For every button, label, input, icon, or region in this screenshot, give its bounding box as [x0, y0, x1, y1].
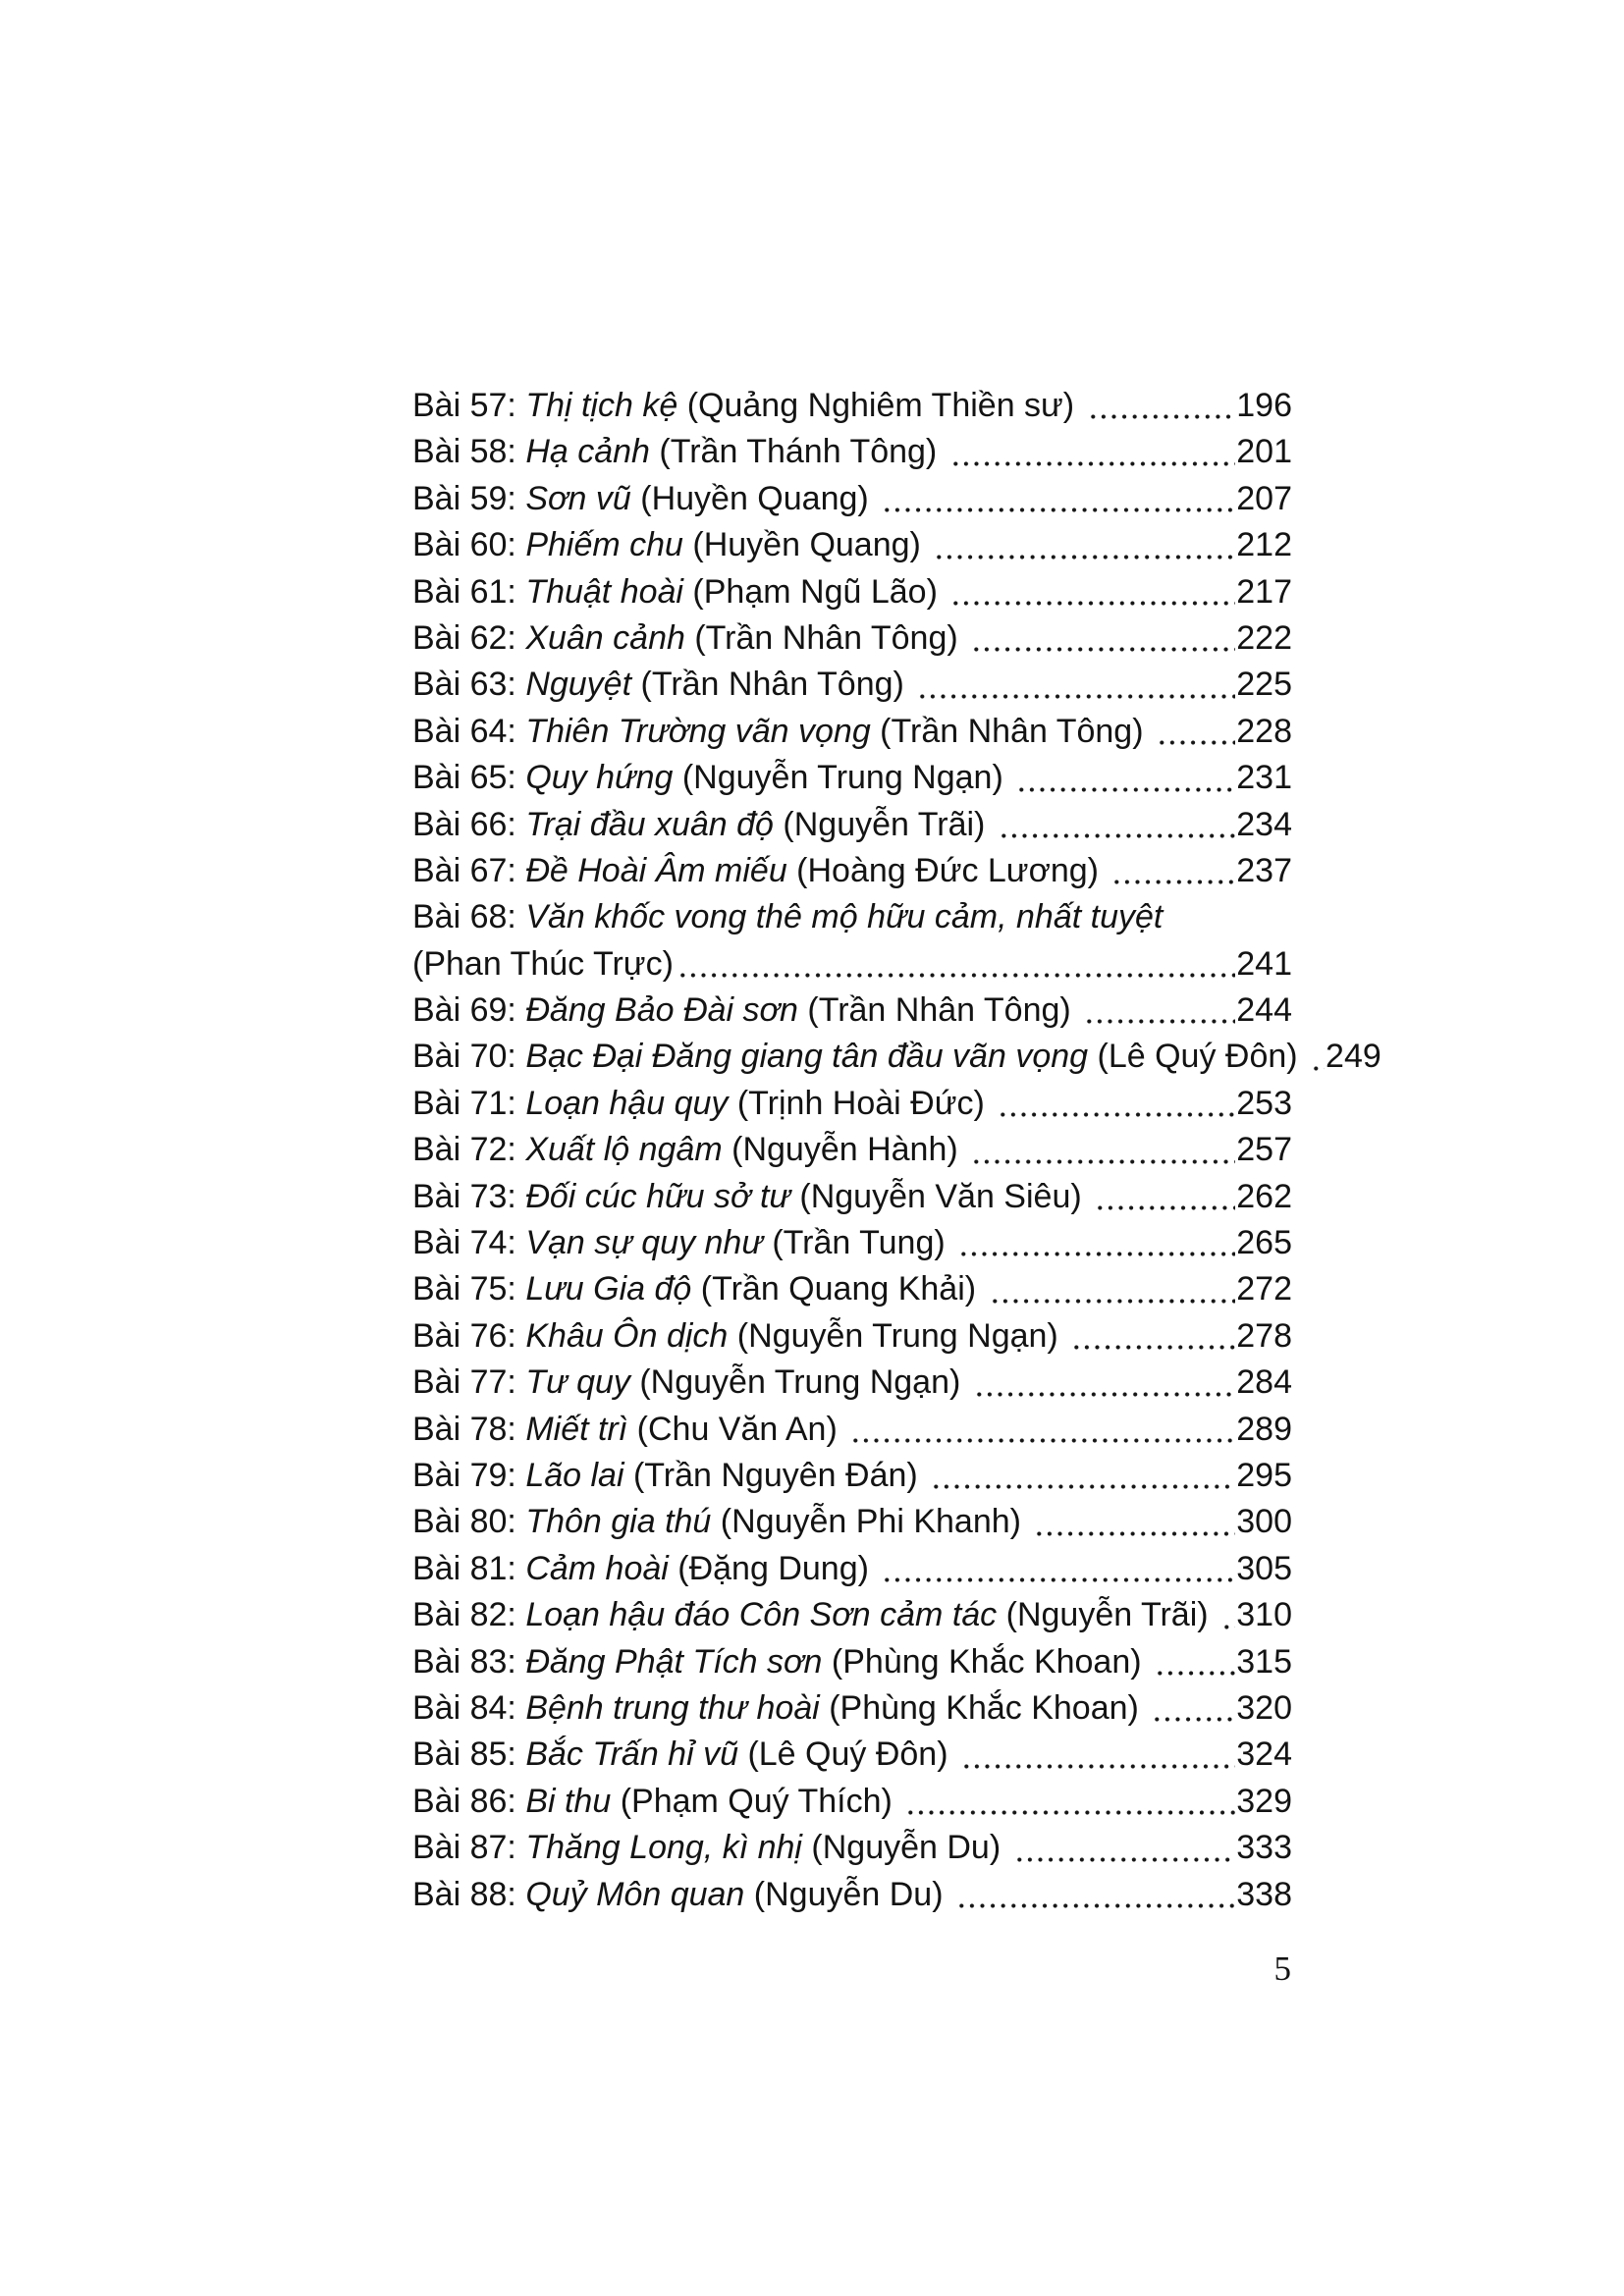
toc-entry — [412, 848, 1292, 894]
entry-label: Bài 75: — [412, 1270, 526, 1308]
dot-leader — [990, 1266, 1236, 1312]
entry-label: Bài 63: — [412, 666, 526, 704]
toc-entry — [412, 1825, 1292, 1871]
entry-author: (Phạm Ngũ Lão) — [682, 572, 947, 611]
entry-label: Bài 77: — [412, 1363, 526, 1402]
entry-author: (Phan Thúc Trực) — [412, 944, 674, 983]
entry-author: (Quảng Nghiêm Thiền sư) — [677, 387, 1084, 424]
entry-label: Bài 66: — [412, 805, 526, 843]
dot-leader — [1155, 1639, 1235, 1685]
entry-label: Bài 61: — [412, 572, 526, 611]
entry-label: Bài 69: — [412, 991, 526, 1030]
entry-author: (Trần Tung) — [762, 1224, 955, 1262]
dot-leader — [971, 1127, 1235, 1173]
entry-title: Đề Hoài Âm miếu — [525, 851, 787, 889]
entry-page: 237 — [1236, 851, 1292, 889]
entry-title: Thuật hoài — [525, 572, 683, 611]
entry-author: (Trần Thánh Tông) — [649, 433, 947, 471]
entry-title: Thiên Trường vãn vọng — [525, 712, 871, 750]
entry-author: (Nguyễn Trãi) — [997, 1596, 1218, 1634]
entry-label: Bài 57: — [412, 387, 526, 424]
dot-leader — [1071, 1313, 1235, 1360]
entry-page: 228 — [1236, 712, 1292, 750]
entry-title: Đăng Phật Tích sơn — [525, 1642, 823, 1681]
entry-author: (Nguyễn Du) — [801, 1829, 1010, 1867]
entry-page: 244 — [1236, 991, 1292, 1030]
entry-title: Nguyệt — [525, 666, 632, 704]
toc-entry — [412, 1127, 1292, 1173]
entry-title: Xuân cảnh — [525, 618, 685, 657]
entry-label: Bài 86: — [412, 1782, 526, 1820]
entry-page: 249 — [1326, 1038, 1381, 1076]
dot-leader — [917, 662, 1235, 708]
entry-author: (Nguyễn Trãi) — [773, 805, 995, 843]
entry-label: Bài 87: — [412, 1829, 526, 1867]
entry-author: (Trần Nguyên Đán) — [623, 1456, 928, 1494]
entry-page: 295 — [1236, 1456, 1292, 1494]
dot-leader — [958, 1220, 1235, 1266]
entry-author: (Trần Nhân Tông) — [870, 712, 1153, 750]
entry-title: Lão lai — [525, 1456, 624, 1494]
toc-entry — [412, 1453, 1292, 1499]
toc-entry — [412, 1732, 1292, 1778]
entry-title: Lưu Gia độ — [525, 1270, 692, 1308]
entry-page: 207 — [1236, 479, 1292, 517]
entry-page: 196 — [1236, 387, 1292, 424]
entry-title: Thị tịch kệ — [525, 387, 678, 424]
entry-title: Đăng Bảo Đài sơn — [525, 991, 798, 1030]
toc-entry — [412, 802, 1292, 848]
entry-label: Bài 60: — [412, 526, 526, 564]
entry-page: 284 — [1236, 1363, 1292, 1402]
entry-title: Xuất lộ ngâm — [525, 1131, 723, 1169]
entry-title: Bệnh trung thư hoài — [525, 1688, 820, 1727]
entry-title: Loạn hậu đáo Côn Sơn cảm tác — [525, 1596, 998, 1634]
entry-author: (Phạm Quý Thích) — [611, 1782, 902, 1820]
entry-title: Hạ cảnh — [525, 433, 650, 471]
entry-title: Bạc Đại Đăng giang tân đầu vãn vọng — [525, 1038, 1089, 1076]
entry-author: (Trần Quang Khải) — [691, 1270, 986, 1308]
entry-author: (Nguyễn Phi Khanh) — [711, 1503, 1031, 1541]
toc-entry — [412, 1313, 1292, 1360]
toc-entry — [412, 615, 1292, 662]
entry-page: 278 — [1236, 1316, 1292, 1355]
entry-page: 324 — [1236, 1735, 1292, 1774]
toc-entry — [412, 988, 1292, 1034]
entry-page: 265 — [1236, 1224, 1292, 1262]
entry-label: Bài 73: — [412, 1177, 526, 1215]
entry-label: Bài 59: — [412, 479, 526, 517]
toc-entry — [412, 1639, 1292, 1685]
toc-entry — [412, 1546, 1292, 1592]
toc-entry — [412, 1407, 1292, 1453]
entry-page: 225 — [1236, 666, 1292, 704]
entry-author: (Nguyễn Văn Siêu) — [789, 1177, 1092, 1215]
dot-leader — [1014, 1825, 1236, 1871]
dot-leader — [1034, 1499, 1235, 1545]
entry-title: Quỷ Môn quan — [525, 1875, 745, 1913]
dot-leader — [1088, 383, 1236, 429]
toc-entry — [412, 476, 1292, 522]
entry-title: Vạn sự quy như — [525, 1224, 763, 1262]
entry-title: Bi thu — [525, 1782, 612, 1820]
entry-label: Bài 68: — [412, 898, 526, 936]
toc-entry — [412, 1220, 1292, 1266]
entry-title: Bắc Trấn hỉ vũ — [525, 1735, 738, 1774]
entry-page: 338 — [1236, 1875, 1292, 1913]
entry-author: (Hoàng Đức Lương) — [786, 851, 1109, 889]
entry-title: Phiếm chu — [525, 526, 683, 564]
entry-title: Loạn hậu quy — [525, 1084, 729, 1122]
entry-title: Sơn vũ — [525, 479, 631, 517]
entry-title: Văn khốc vong thê mộ hữu cảm, nhất tuyệt — [525, 898, 1164, 936]
dot-leader — [974, 1360, 1236, 1406]
entry-label: Bài 71: — [412, 1084, 526, 1122]
dot-leader — [1095, 1174, 1235, 1220]
entry-page: 310 — [1236, 1596, 1292, 1634]
entry-label: Bài 58: — [412, 433, 526, 471]
page-number: 5 — [1273, 1949, 1291, 1988]
entry-title: Quy hứng — [525, 759, 674, 797]
entry-page: 315 — [1236, 1642, 1292, 1681]
entry-author: (Nguyễn Trung Ngạn) — [673, 759, 1013, 797]
entry-title: Khâu Ôn dịch — [525, 1316, 729, 1355]
entry-page: 231 — [1236, 759, 1292, 797]
entry-page: 201 — [1236, 433, 1292, 471]
entry-author: (Nguyễn Du) — [744, 1875, 952, 1913]
toc-entry — [412, 662, 1292, 708]
dot-leader — [677, 941, 1235, 988]
dot-leader — [905, 1779, 1235, 1825]
entry-author: (Trần Nhân Tông) — [684, 618, 968, 657]
dot-leader — [1084, 988, 1235, 1034]
toc-entry — [412, 1360, 1292, 1406]
dot-leader — [882, 1546, 1235, 1592]
toc-entry — [412, 1592, 1292, 1638]
dot-leader — [950, 569, 1235, 615]
entry-label: Bài 88: — [412, 1875, 526, 1913]
entry-label: Bài 72: — [412, 1131, 526, 1169]
entry-label: Bài 65: — [412, 759, 526, 797]
entry-author: (Lê Quý Đôn) — [1088, 1038, 1308, 1076]
dot-leader — [998, 1081, 1235, 1127]
entry-page: 257 — [1236, 1131, 1292, 1169]
entry-label: Bài 62: — [412, 618, 526, 657]
entry-label: Bài 82: — [412, 1596, 526, 1634]
toc-entry — [412, 1779, 1292, 1825]
entry-label: Bài 67: — [412, 851, 526, 889]
entry-page: 300 — [1236, 1503, 1292, 1541]
entry-label: Bài 83: — [412, 1642, 526, 1681]
dot-leader — [999, 802, 1235, 848]
entry-page: 234 — [1236, 805, 1292, 843]
entry-label: Bài 70: — [412, 1038, 526, 1076]
entry-label: Bài 74: — [412, 1224, 526, 1262]
toc-entry — [412, 755, 1292, 801]
entry-page: 289 — [1236, 1410, 1292, 1448]
entry-author: (Nguyễn Trung Ngạn) — [629, 1363, 970, 1402]
dot-leader — [971, 615, 1235, 662]
toc-entry — [412, 709, 1292, 755]
entry-page: 305 — [1236, 1549, 1292, 1587]
entry-page: 222 — [1236, 618, 1292, 657]
entry-author: (Huyền Quang) — [630, 479, 879, 517]
entry-author: (Huyền Quang) — [682, 526, 931, 564]
entry-page: 212 — [1236, 526, 1292, 564]
dot-leader — [950, 429, 1236, 475]
dot-leader — [956, 1872, 1235, 1918]
entry-author: (Trịnh Hoài Đức) — [728, 1084, 995, 1122]
toc-entry — [412, 1174, 1292, 1220]
entry-title: Cảm hoài — [525, 1549, 669, 1587]
entry-page: 262 — [1236, 1177, 1292, 1215]
entry-label: Bài 64: — [412, 712, 526, 750]
entry-label: Bài 76: — [412, 1316, 526, 1355]
entry-title: Miết trì — [525, 1410, 628, 1448]
dot-leader — [961, 1732, 1235, 1778]
entry-title: Thôn gia thú — [525, 1503, 712, 1541]
entry-author: (Trần Nhân Tông) — [631, 666, 914, 704]
entry-title: Tư quy — [525, 1363, 630, 1402]
toc-entry — [412, 1685, 1292, 1732]
entry-page: 272 — [1236, 1270, 1292, 1308]
entry-author: (Lê Quý Đôn) — [738, 1735, 957, 1774]
entry-page: 217 — [1236, 572, 1292, 611]
toc-entry — [412, 1034, 1381, 1080]
dot-leader — [1311, 1034, 1325, 1080]
dot-leader — [850, 1407, 1235, 1453]
entry-author: (Phùng Khắc Khoan) — [822, 1642, 1152, 1681]
entry-page: 329 — [1236, 1782, 1292, 1820]
toc-entry — [412, 1499, 1292, 1545]
dot-leader — [1152, 1685, 1235, 1732]
entry-author: (Đặng Dung) — [668, 1549, 879, 1587]
table-of-contents — [412, 383, 1381, 1918]
dot-leader — [934, 522, 1235, 568]
toc-entry — [412, 1266, 1292, 1312]
dot-leader — [1221, 1592, 1235, 1638]
entry-title: Thăng Long, kì nhị — [525, 1829, 802, 1867]
entry-title: Đối cúc hữu sở tư — [525, 1177, 790, 1215]
dot-leader — [1157, 709, 1235, 755]
entry-title: Trại đầu xuân độ — [525, 805, 774, 843]
entry-author: (Nguyễn Hành) — [722, 1131, 968, 1169]
entry-label: Bài 81: — [412, 1549, 526, 1587]
entry-author: (Phùng Khắc Khoan) — [819, 1688, 1149, 1727]
dot-leader — [1111, 848, 1235, 894]
toc-entry — [412, 569, 1292, 615]
dot-leader — [882, 476, 1235, 522]
entry-page: 320 — [1236, 1688, 1292, 1727]
entry-author: (Chu Văn An) — [627, 1410, 847, 1448]
entry-label: Bài 78: — [412, 1410, 526, 1448]
entry-page: 333 — [1236, 1829, 1292, 1867]
entry-label: Bài 84: — [412, 1688, 526, 1727]
entry-label: Bài 80: — [412, 1503, 526, 1541]
dot-leader — [1016, 755, 1235, 801]
toc-entry-continuation — [412, 941, 1292, 988]
dot-leader — [931, 1453, 1235, 1499]
toc-entry — [412, 522, 1292, 568]
toc-entry — [412, 1081, 1292, 1127]
toc-entry — [412, 429, 1292, 475]
entry-author: (Nguyễn Trung Ngạn) — [728, 1316, 1068, 1355]
entry-label: Bài 85: — [412, 1735, 526, 1774]
entry-label: Bài 79: — [412, 1456, 526, 1494]
entry-author: (Trần Nhân Tông) — [797, 991, 1081, 1030]
toc-entry — [412, 894, 1292, 940]
entry-page: 241 — [1236, 944, 1292, 983]
toc-entry — [412, 383, 1292, 429]
entry-page: 253 — [1236, 1084, 1292, 1122]
toc-entry — [412, 1872, 1292, 1918]
